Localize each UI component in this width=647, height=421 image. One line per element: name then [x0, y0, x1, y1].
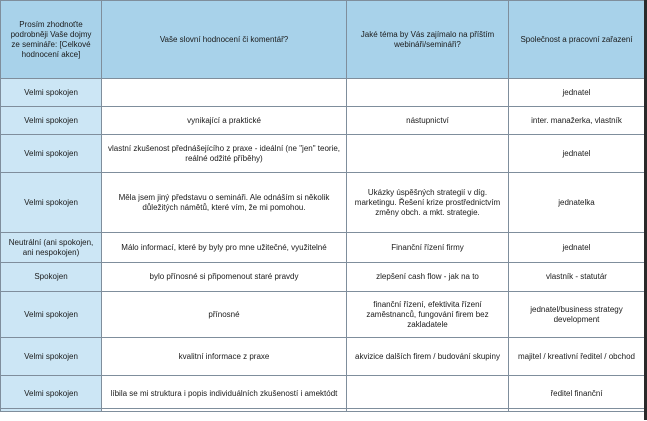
table-row [1, 107, 645, 135]
comment-cell[interactable]: bylo přínosné si připomenout staré pravdy [102, 263, 347, 292]
header-company-position[interactable]: Společnost a pracovní zařazení [509, 1, 645, 79]
table-row [1, 79, 645, 107]
topic-cell[interactable]: Finanční řízení firmy [347, 233, 509, 263]
header-row [1, 1, 645, 79]
rating-cell[interactable]: Velmi spokojen [1, 135, 102, 173]
position-cell[interactable]: inter. manažerka, vlastník [509, 107, 645, 135]
table-row [1, 376, 645, 412]
comment-cell[interactable]: vlastní zkušenost přednášejícího z praxe - ideální (ne "jen" teorie, reálné odžité příběhy) [102, 135, 347, 173]
topic-cell[interactable]: finanční řízení, efektivita řízení zaměstnanců, fungování firem bez zakladatele [347, 292, 509, 338]
header-overall-rating[interactable]: Prosím zhodnoťte podrobněji Vaše dojmy ze semináře: [Celkové hodnocení akce] [1, 1, 102, 79]
position-cell[interactable]: jednatel [509, 135, 645, 173]
rating-cell[interactable]: Velmi spokojen [1, 79, 102, 107]
table-row [1, 233, 645, 263]
comment-cell[interactable]: přínosné [102, 292, 347, 338]
topic-cell[interactable]: zlepšení cash flow - jak na to [347, 263, 509, 292]
rating-cell[interactable]: Neutrální (ani spokojen, ani nespokojen) [1, 233, 102, 263]
empty-grid-row [0, 408, 644, 421]
comment-cell[interactable]: Málo informací, které by byly pro mne užitečné, využitelné [102, 233, 347, 263]
comment-cell[interactable]: líbila se mi struktura i popis individuálních zkušeností i amektódt [102, 376, 347, 412]
position-cell[interactable]: majitel / kreativní ředitel / obchod [509, 338, 645, 376]
topic-cell[interactable] [347, 376, 509, 412]
rating-cell[interactable]: Velmi spokojen [1, 292, 102, 338]
header-comment[interactable]: Vaše slovní hodnocení či komentář? [102, 1, 347, 79]
rating-cell[interactable]: Spokojen [1, 263, 102, 292]
table-row [1, 173, 645, 233]
rating-cell[interactable]: Velmi spokojen [1, 107, 102, 135]
comment-cell[interactable] [102, 79, 347, 107]
topic-cell[interactable]: Ukázky úspěšných strategií v díg. marketingu. Řešení krize prostřednictvím změny obch. a mkt. strategie. [347, 173, 509, 233]
rating-cell[interactable]: Velmi spokojen [1, 173, 102, 233]
comment-cell[interactable]: vynikající a praktické [102, 107, 347, 135]
table-row [1, 263, 645, 292]
rating-cell[interactable]: Velmi spokojen [1, 338, 102, 376]
position-cell[interactable]: jednatel [509, 233, 645, 263]
topic-cell[interactable] [347, 79, 509, 107]
comment-cell[interactable]: kvalitní informace z praxe [102, 338, 347, 376]
table-row [1, 135, 645, 173]
position-cell[interactable]: ředitel finanční [509, 376, 645, 412]
table-row [1, 338, 645, 376]
topic-cell[interactable] [347, 135, 509, 173]
comment-cell[interactable]: Měla jsem jiný představu o semináři. Ale odnáším si několik důležitých námětů, které vím, že mi pomohou. [102, 173, 347, 233]
position-cell[interactable]: jednatel [509, 79, 645, 107]
position-cell[interactable]: vlastník - statutár [509, 263, 645, 292]
topic-cell[interactable]: akvizice dalších firem / budování skupiny [347, 338, 509, 376]
table-row [1, 292, 645, 338]
position-cell[interactable]: jednatel/business strategy development [509, 292, 645, 338]
header-next-topic[interactable]: Jaké téma by Vás zajímalo na příštím webináři/semináři? [347, 1, 509, 79]
rating-cell[interactable]: Velmi spokojen [1, 376, 102, 412]
topic-cell[interactable]: nástupnictví [347, 107, 509, 135]
position-cell[interactable]: jednatelka [509, 173, 645, 233]
